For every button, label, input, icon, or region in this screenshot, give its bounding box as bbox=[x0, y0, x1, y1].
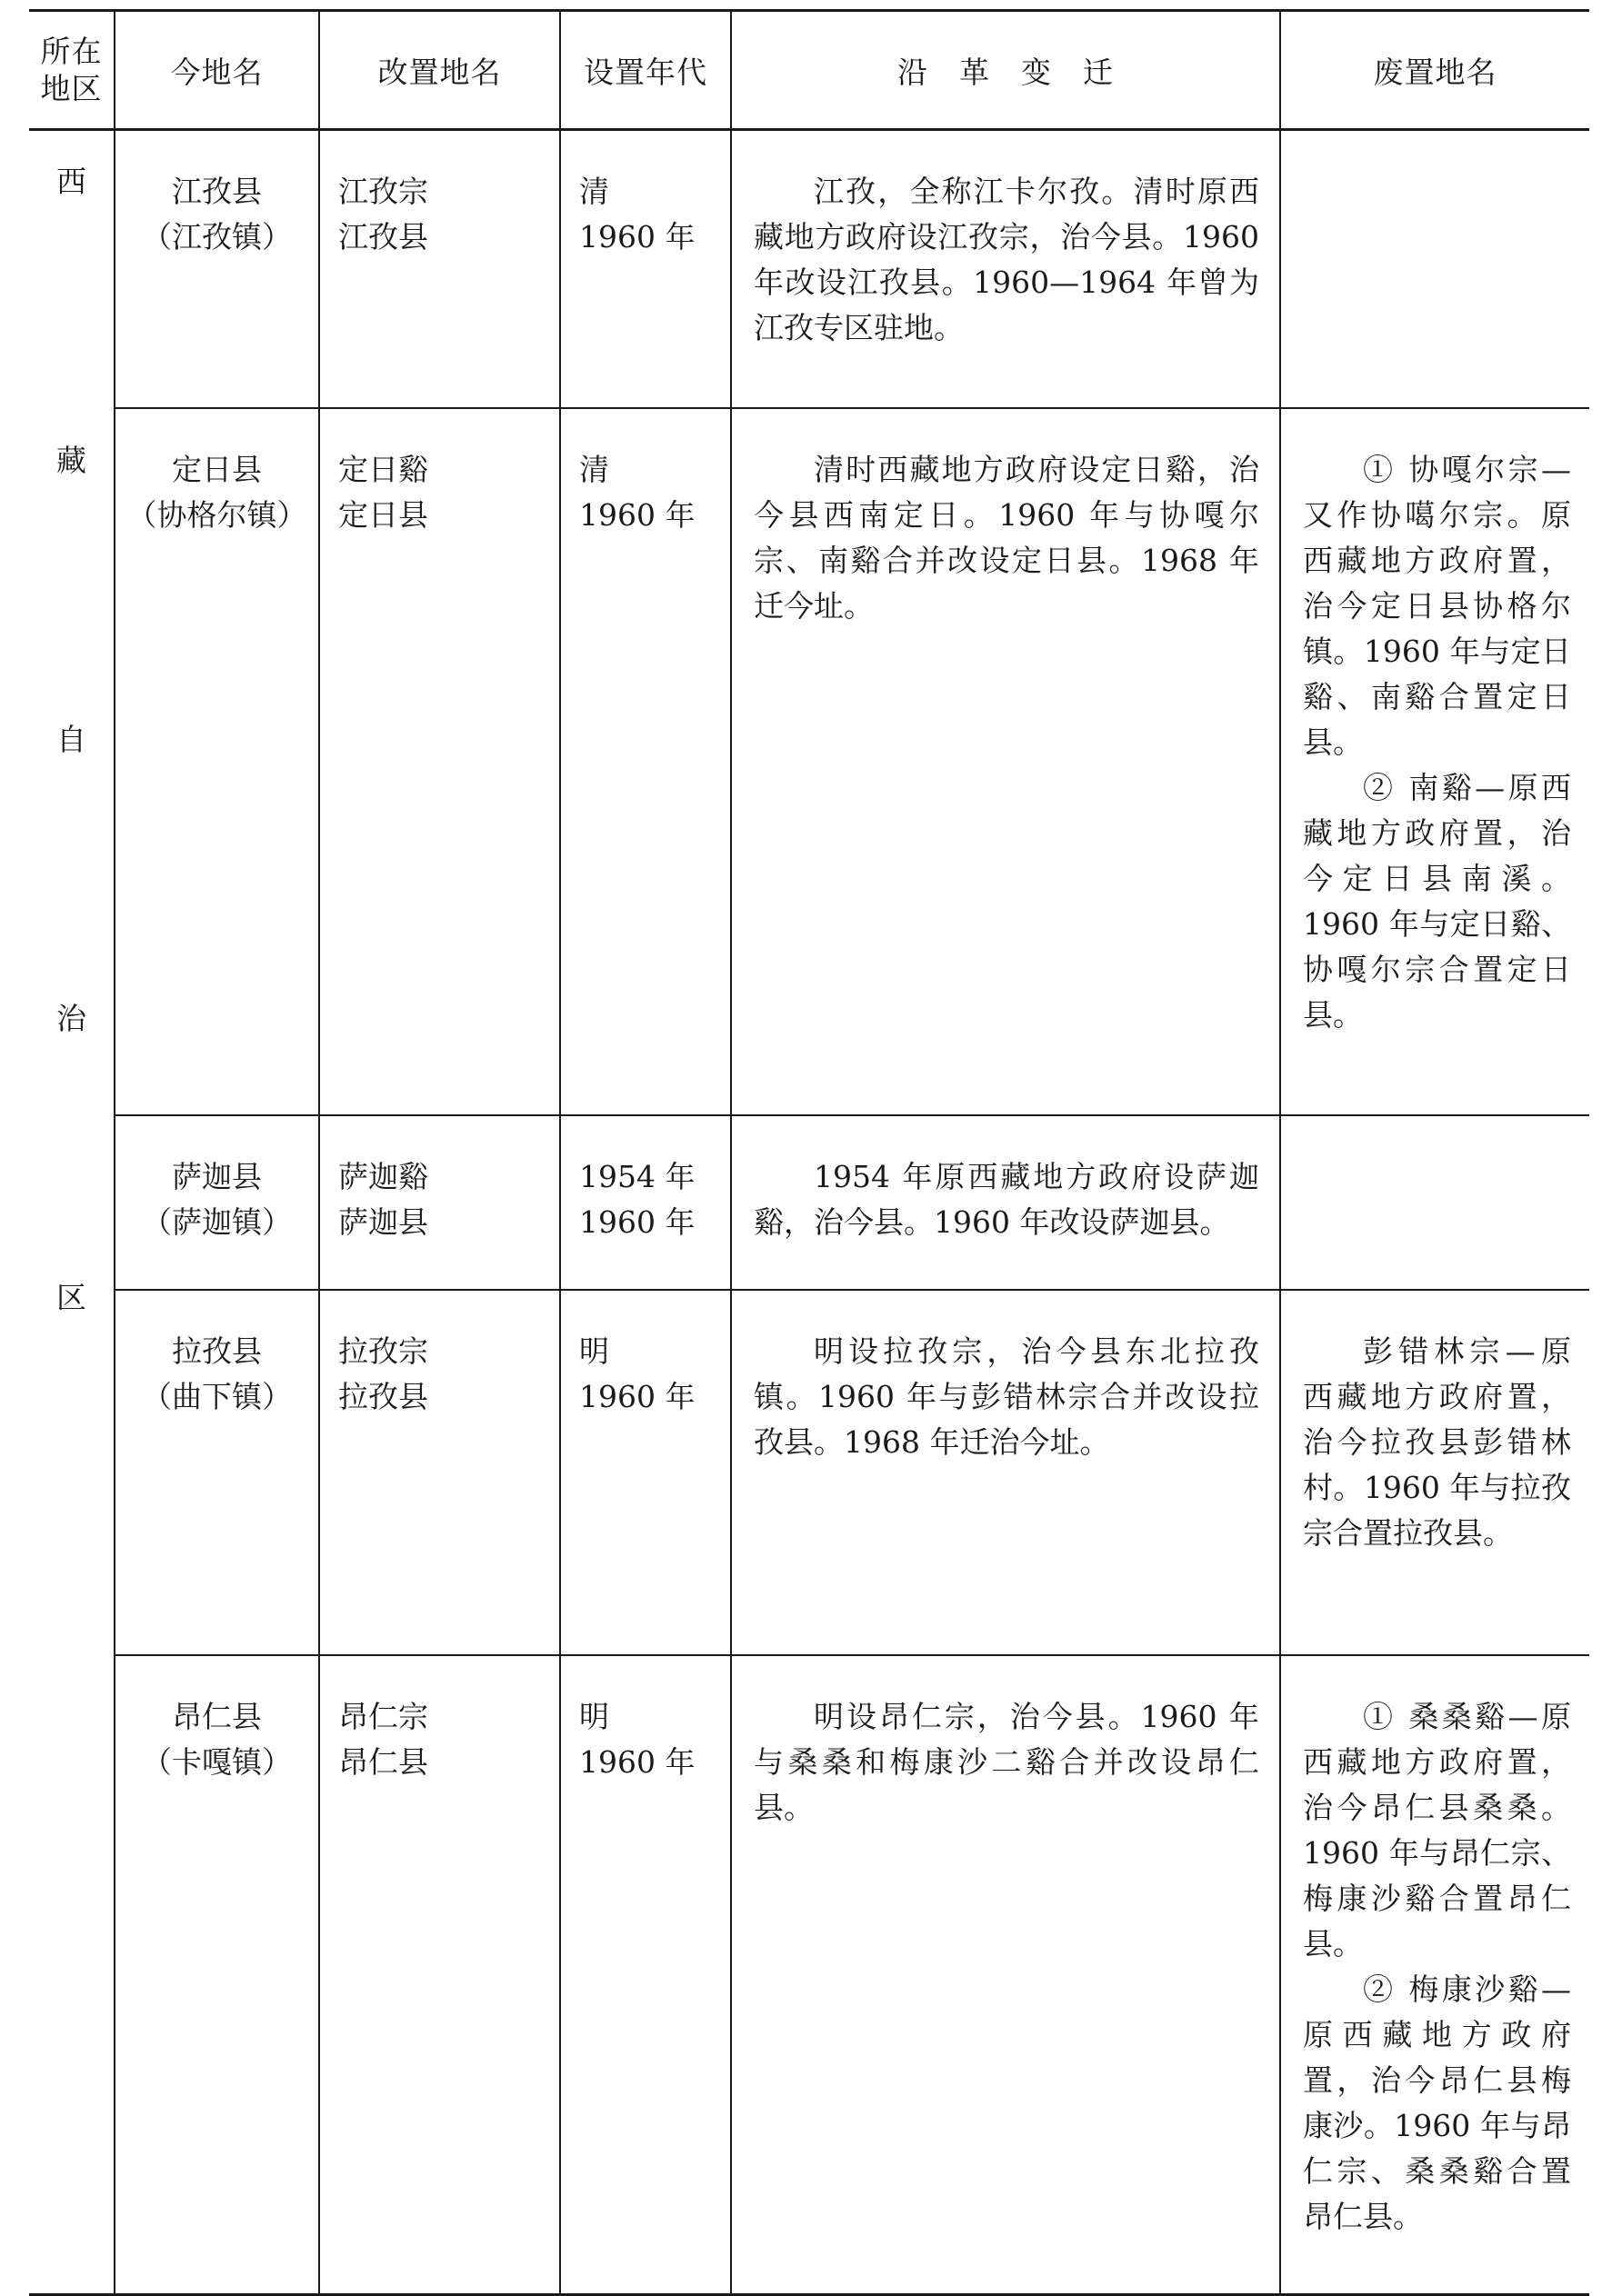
current-name-cell bbox=[115, 408, 319, 1115]
county-name: 定日县 bbox=[172, 451, 262, 487]
established-cell bbox=[560, 1290, 731, 1655]
history-text: 江孜，全称江卡尔孜。清时原西藏地方政府设江孜宗，治今县。1960 年改设江孜县。1960—1964 年曾为江孜专区驻地。 bbox=[754, 174, 1259, 345]
renamed-name: 拉孜宗 bbox=[338, 1333, 428, 1369]
county-seat: （卡嘎镇） bbox=[142, 1743, 292, 1780]
county-name: 昂仁县 bbox=[172, 1698, 262, 1734]
header-established: 设置年代 bbox=[560, 11, 731, 130]
current-name bbox=[115, 1656, 318, 1785]
established-year: 1960 年 bbox=[579, 1203, 696, 1240]
renamed-names bbox=[320, 409, 559, 538]
history-cell bbox=[731, 1115, 1280, 1290]
abolished-names bbox=[1281, 409, 1589, 1038]
renamed-names bbox=[320, 131, 559, 260]
renamed-name-cell bbox=[319, 408, 560, 1115]
renamed-name: 江孜宗 bbox=[338, 174, 428, 209]
established-year: 1960 年 bbox=[579, 1378, 696, 1414]
table-row bbox=[29, 130, 1589, 408]
established-cell bbox=[560, 1655, 731, 2295]
header-history: 沿 革 变 迁 bbox=[731, 11, 1280, 130]
established-years bbox=[561, 1656, 730, 1785]
table-row bbox=[29, 408, 1589, 1115]
renamed-name-cell bbox=[319, 1290, 560, 1655]
renamed-name: 拉孜县 bbox=[338, 1378, 428, 1414]
county-seat: （萨迦镇） bbox=[142, 1203, 292, 1240]
history-cell bbox=[731, 1655, 1280, 2295]
header-current-name: 今地名 bbox=[115, 11, 319, 130]
established-years bbox=[561, 131, 730, 260]
history-cell bbox=[731, 408, 1280, 1115]
place-name-table bbox=[29, 9, 1589, 2296]
current-name bbox=[115, 1291, 318, 1420]
renamed-name-cell bbox=[319, 1655, 560, 2295]
history-text: 明设拉孜宗，治今县东北拉孜镇。1960 年与彭错林宗合并改设拉孜县。1968 年迁治今址。 bbox=[754, 1333, 1259, 1460]
abolished-names bbox=[1281, 1656, 1589, 2240]
renamed-name-cell bbox=[319, 1115, 560, 1290]
abolished-cell bbox=[1280, 1655, 1589, 2295]
established-year: 清 bbox=[579, 451, 609, 487]
table-row bbox=[29, 1115, 1589, 1290]
header-region-line1: 所在 bbox=[40, 34, 103, 69]
current-name-cell bbox=[115, 130, 319, 408]
established-years bbox=[561, 1291, 730, 1420]
current-name bbox=[115, 131, 318, 260]
established-years bbox=[561, 1116, 730, 1245]
established-year: 明 bbox=[579, 1698, 609, 1734]
renamed-names bbox=[320, 1291, 559, 1420]
abolished-names bbox=[1281, 131, 1589, 169]
current-name bbox=[115, 1116, 318, 1245]
renamed-name: 萨迦县 bbox=[338, 1203, 428, 1240]
abolished-cell bbox=[1280, 408, 1589, 1115]
county-seat: （江孜镇） bbox=[142, 219, 292, 255]
renamed-name: 萨迦谿 bbox=[338, 1158, 428, 1194]
current-name bbox=[115, 409, 318, 538]
county-seat: （协格尔镇） bbox=[126, 496, 307, 533]
established-year: 1954 年 bbox=[579, 1158, 696, 1194]
region-cell bbox=[29, 130, 115, 2295]
established-year: 1960 年 bbox=[579, 219, 696, 255]
county-name: 萨迦县 bbox=[172, 1158, 262, 1194]
renamed-name: 昂仁县 bbox=[338, 1743, 428, 1780]
established-cell bbox=[560, 130, 731, 408]
abolished-entry: ② 南谿—原西藏地方政府置，治今定日县南溪。1960 年与定日谿、协嘎尔宗合置定日县。 bbox=[1303, 769, 1571, 1033]
history-cell bbox=[731, 130, 1280, 408]
renamed-name: 江孜县 bbox=[338, 219, 428, 255]
region-char: 西 bbox=[56, 164, 86, 199]
region-char: 藏 bbox=[56, 443, 86, 478]
renamed-names bbox=[320, 1656, 559, 1785]
history-cell bbox=[731, 1290, 1280, 1655]
abolished-entry: ① 桑桑谿—原西藏地方政府置，治今昂仁县桑桑。1960 年与昂仁宗、梅康沙谿合置昂仁县。 bbox=[1303, 1698, 1571, 1962]
renamed-name: 定日谿 bbox=[338, 451, 428, 487]
renamed-name: 昂仁宗 bbox=[338, 1698, 428, 1734]
established-years bbox=[561, 409, 730, 538]
header-abolished: 废置地名 bbox=[1280, 11, 1589, 130]
history-text: 1954 年原西藏地方政府设萨迦谿，治今县。1960 年改设萨迦县。 bbox=[754, 1158, 1259, 1240]
table-row bbox=[29, 1290, 1589, 1655]
history-text: 清时西藏地方政府设定日谿，治今县西南定日。1960 年与协嘎尔宗、南谿合并改设定日县。1968 年迁今址。 bbox=[754, 451, 1259, 624]
abolished-cell bbox=[1280, 1290, 1589, 1655]
established-year: 明 bbox=[579, 1333, 609, 1369]
current-name-cell bbox=[115, 1115, 319, 1290]
renamed-name-cell bbox=[319, 130, 560, 408]
abolished-names bbox=[1281, 1116, 1589, 1154]
county-seat: （曲下镇） bbox=[142, 1378, 292, 1414]
abolished-entry: ① 协嘎尔宗—又作协噶尔宗。原西藏地方政府置，治今定日县协格尔镇。1960 年与定日谿、南谿合置定日县。 bbox=[1303, 451, 1571, 760]
region-char: 区 bbox=[56, 1280, 86, 1315]
abolished-names bbox=[1281, 1291, 1589, 1556]
region-char: 治 bbox=[56, 1001, 86, 1036]
current-name-cell bbox=[115, 1290, 319, 1655]
abolished-cell bbox=[1280, 1115, 1589, 1290]
established-cell bbox=[560, 1115, 731, 1290]
abolished-entry: ② 梅康沙谿—原西藏地方政府置，治今昂仁县梅康沙。1960 年与昂仁宗、桑桑谿合置昂仁县。 bbox=[1303, 1971, 1571, 2234]
renamed-names bbox=[320, 1116, 559, 1245]
county-name: 江孜县 bbox=[172, 174, 262, 209]
abolished-cell bbox=[1280, 130, 1589, 408]
header-region-line2: 地区 bbox=[40, 71, 103, 106]
region-name-vertical bbox=[29, 131, 114, 1317]
region-char: 自 bbox=[56, 722, 86, 757]
established-year: 1960 年 bbox=[579, 1743, 696, 1780]
established-year: 1960 年 bbox=[579, 496, 696, 533]
table-row bbox=[29, 1655, 1589, 2295]
county-name: 拉孜县 bbox=[172, 1333, 262, 1369]
abolished-entry: 彭错林宗—原西藏地方政府置，治今拉孜县彭错林村。1960 年与拉孜宗合置拉孜县。 bbox=[1303, 1333, 1571, 1551]
renamed-name: 定日县 bbox=[338, 496, 428, 533]
header-renamed-name: 改置地名 bbox=[319, 11, 560, 130]
established-year: 清 bbox=[579, 174, 609, 209]
current-name-cell bbox=[115, 1655, 319, 2295]
established-cell bbox=[560, 408, 731, 1115]
header-region bbox=[29, 11, 115, 130]
history-text: 明设昂仁宗，治今县。1960 年与桑桑和梅康沙二谿合并改设昂仁县。 bbox=[754, 1698, 1259, 1825]
table-header-row bbox=[29, 11, 1589, 130]
